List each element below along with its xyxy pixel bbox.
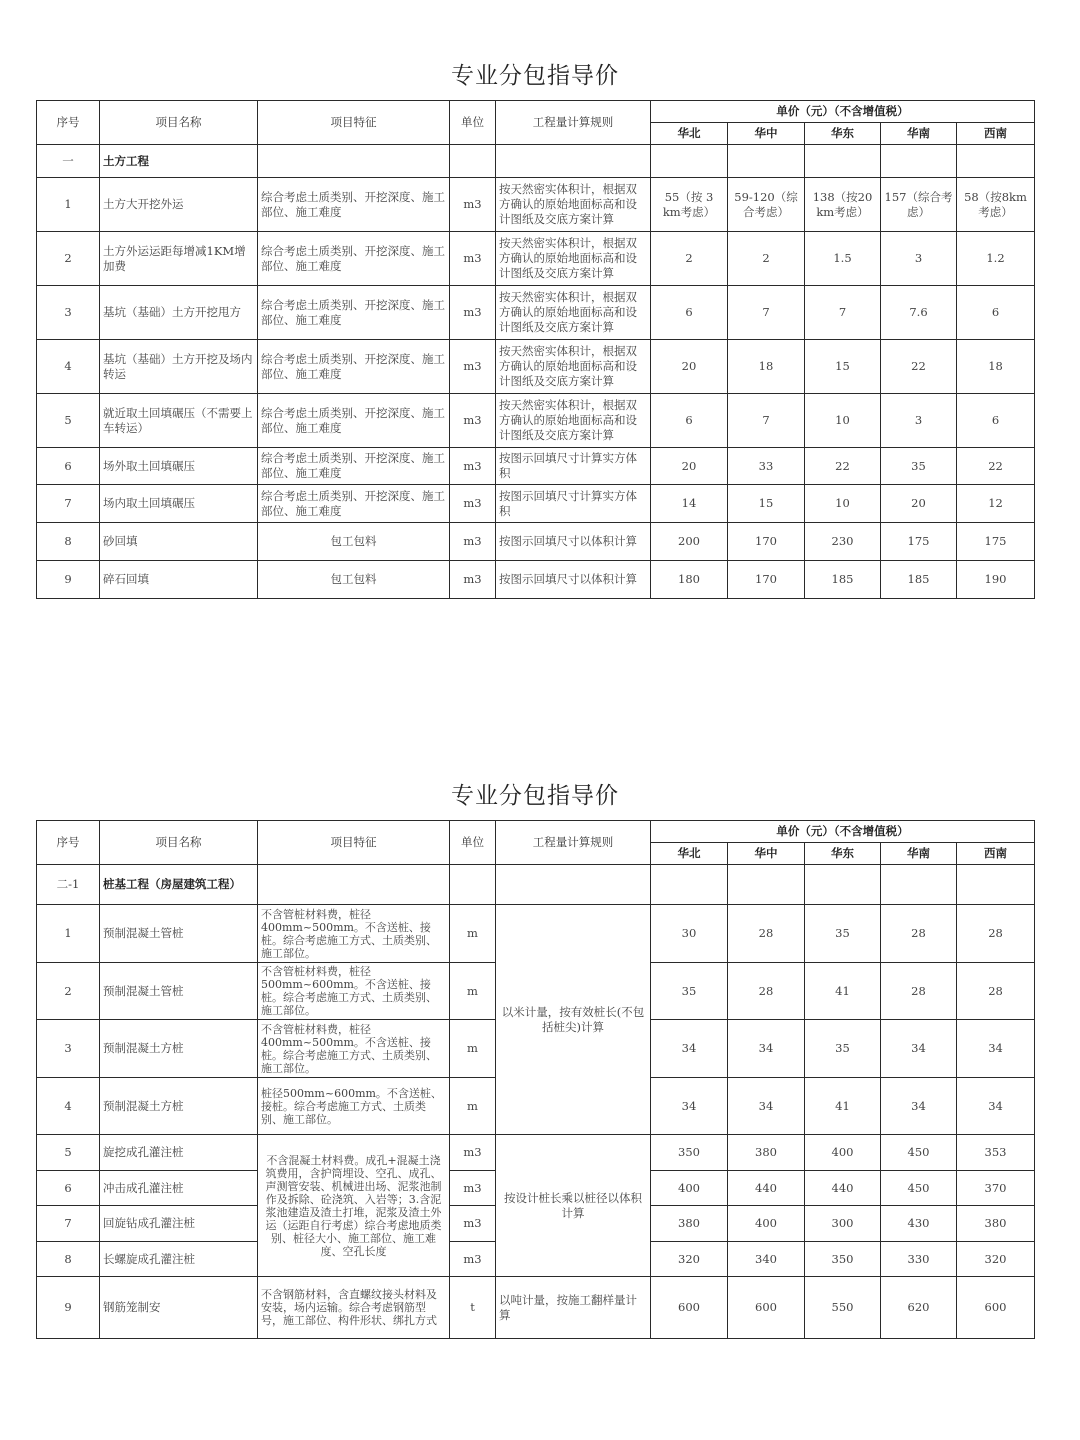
row-price: 400 [728,1206,805,1242]
category-name: 桩基工程（房屋建筑工程） [100,865,258,905]
row-name: 土方大开挖外运 [100,178,258,232]
row-price: 28 [881,905,957,963]
row-price: 600 [957,1277,1035,1339]
row-price: 34 [957,1078,1035,1135]
row-feature: 综合考虑土质类别、开挖深度、施工部位、施工难度 [258,448,450,485]
row-price: 35 [805,905,881,963]
row-unit: m3 [450,1171,496,1206]
table-row [37,1277,1035,1339]
header-name: 项目名称 [100,821,258,865]
row-price: 1.2 [957,232,1035,286]
row-price: 7 [805,286,881,340]
row-price: 35 [881,448,957,485]
row-price: 6 [957,286,1035,340]
row-unit: m [450,963,496,1020]
price-table-earthwork [36,100,1035,599]
row-price: 175 [957,523,1035,561]
row-price: 180 [651,561,728,599]
header-unit: 单位 [450,101,496,145]
row-price: 430 [881,1206,957,1242]
row-unit: m3 [450,1135,496,1171]
row-price: 620 [881,1277,957,1339]
row-rule-shared: 按设计桩长乘以桩径以体积计算 [496,1135,651,1277]
row-price: 10 [805,485,881,523]
row-price: 18 [957,340,1035,394]
table-row [37,394,1035,448]
section-earthwork [36,58,1034,599]
row-price: 440 [805,1171,881,1206]
row-price: 28 [728,963,805,1020]
row-price: 200 [651,523,728,561]
table-row [37,448,1035,485]
row-name: 场外取土回填碾压 [100,448,258,485]
table-row [37,178,1035,232]
row-price: 22 [881,340,957,394]
row-price: 320 [957,1242,1035,1277]
row-seq: 7 [37,485,100,523]
row-feature: 综合考虑土质类别、开挖深度、施工部位、施工难度 [258,232,450,286]
row-price: 380 [728,1135,805,1171]
row-seq: 5 [37,394,100,448]
row-price: 10 [805,394,881,448]
row-name: 碎石回填 [100,561,258,599]
row-price: 6 [651,394,728,448]
row-name: 预制混凝土管桩 [100,963,258,1020]
row-name: 基坑（基础）土方开挖及场内转运 [100,340,258,394]
row-feature: 综合考虑土质类别、开挖深度、施工部位、施工难度 [258,485,450,523]
row-price: 34 [881,1020,957,1078]
row-feature: 综合考虑土质类别、开挖深度、施工部位、施工难度 [258,394,450,448]
row-price: 190 [957,561,1035,599]
row-price: 14 [651,485,728,523]
row-price: 600 [728,1277,805,1339]
row-unit: m [450,1078,496,1135]
row-feature: 综合考虑土质类别、开挖深度、施工部位、施工难度 [258,286,450,340]
row-price: 400 [651,1171,728,1206]
header-rule: 工程量计算规则 [496,821,651,865]
row-feature: 不含管桩材料费，桩径400mm~500mm。不含送桩、接桩。综合考虑施工方式、土质类别、施工部位。 [258,905,450,963]
row-price: 35 [651,963,728,1020]
row-price: 28 [728,905,805,963]
header-seq: 序号 [37,101,100,145]
row-rule: 按天然密实体积计，根据双方确认的原始地面标高和设计图纸及交底方案计算 [496,178,651,232]
row-feature: 综合考虑土质类别、开挖深度、施工部位、施工难度 [258,340,450,394]
row-name: 旋挖成孔灌注桩 [100,1135,258,1171]
header-region: 华东 [805,123,881,145]
row-feature: 不含管桩材料费，桩径400mm~500mm。不含送桩、接桩。综合考虑施工方式、土质类别、施工部位。 [258,1020,450,1078]
row-name: 砂回填 [100,523,258,561]
row-seq: 4 [37,1078,100,1135]
row-price: 6 [651,286,728,340]
header-region: 西南 [957,123,1035,145]
section-piling [36,778,1034,1339]
row-seq: 7 [37,1206,100,1242]
row-feature: 包工包料 [258,523,450,561]
row-unit: m3 [450,1242,496,1277]
row-seq: 9 [37,561,100,599]
table-row [37,561,1035,599]
row-name: 长螺旋成孔灌注桩 [100,1242,258,1277]
row-name: 就近取土回填碾压（不需要上车转运） [100,394,258,448]
row-feature: 桩径500mm~600mm。不含送桩、接桩。综合考虑施工方式、土质类别、施工部位。 [258,1078,450,1135]
category-row [37,145,1035,178]
row-price: 380 [651,1206,728,1242]
row-price: 550 [805,1277,881,1339]
row-price: 28 [881,963,957,1020]
row-price: 1.5 [805,232,881,286]
header-region: 西南 [957,843,1035,865]
table-row [37,232,1035,286]
row-unit: m3 [450,448,496,485]
row-price: 59-120（综合考虑） [728,178,805,232]
category-seq: 二-1 [37,865,100,905]
row-name: 基坑（基础）土方开挖甩方 [100,286,258,340]
header-name: 项目名称 [100,101,258,145]
row-name: 预制混凝土方桩 [100,1078,258,1135]
row-unit: m [450,905,496,963]
row-unit: m3 [450,561,496,599]
row-price: 20 [881,485,957,523]
row-rule: 按图示回填尺寸以体积计算 [496,523,651,561]
row-price: 2 [651,232,728,286]
price-table-piling [36,820,1035,1339]
row-price: 185 [805,561,881,599]
row-seq: 2 [37,232,100,286]
row-price: 20 [651,448,728,485]
row-price: 30 [651,905,728,963]
row-unit: m3 [450,286,496,340]
row-price: 15 [805,340,881,394]
row-feature: 综合考虑土质类别、开挖深度、施工部位、施工难度 [258,178,450,232]
row-seq: 6 [37,1171,100,1206]
row-price: 320 [651,1242,728,1277]
row-price: 370 [957,1171,1035,1206]
row-unit: m3 [450,394,496,448]
row-feature-shared: 不含混凝土材料费。成孔+混凝土浇筑费用，含护筒埋设、空孔、成孔、声测管安装、机械进出场、泥浆池制作及拆除、砼浇筑、入岩等；3.含泥浆池建造及渣土打堆，泥浆及渣土外运（运距自行考虑）综合考虑地质类别、桩径大小、施工部位、施工难度、空孔长度 [258,1135,450,1277]
row-rule: 按天然密实体积计，根据双方确认的原始地面标高和设计图纸及交底方案计算 [496,340,651,394]
row-seq: 8 [37,1242,100,1277]
row-price: 28 [957,905,1035,963]
row-price: 2 [728,232,805,286]
row-rule: 按图示回填尺寸计算实方体积 [496,485,651,523]
row-price: 34 [651,1020,728,1078]
row-unit: t [450,1277,496,1339]
row-price: 28 [957,963,1035,1020]
row-price: 15 [728,485,805,523]
row-price: 35 [805,1020,881,1078]
row-unit: m3 [450,232,496,286]
row-price: 170 [728,523,805,561]
table-row [37,1135,1035,1171]
table-row [37,905,1035,963]
row-seq: 3 [37,1020,100,1078]
table-row [37,523,1035,561]
row-price: 7.6 [881,286,957,340]
page-title: 专业分包指导价 [451,63,619,89]
row-name: 土方外运运距每增减1KM增加费 [100,232,258,286]
category-row [37,865,1035,905]
row-rule: 按天然密实体积计，根据双方确认的原始地面标高和设计图纸及交底方案计算 [496,232,651,286]
row-rule: 按图示回填尺寸计算实方体积 [496,448,651,485]
row-price: 7 [728,394,805,448]
row-price: 34 [881,1078,957,1135]
row-name: 场内取土回填碾压 [100,485,258,523]
row-feature: 包工包料 [258,561,450,599]
row-price: 34 [728,1020,805,1078]
row-price: 400 [805,1135,881,1171]
row-price: 170 [728,561,805,599]
header-price-group: 单价（元）（不含增值税） [651,101,1035,123]
row-seq: 3 [37,286,100,340]
category-name: 土方工程 [100,145,258,178]
row-rule-shared: 以米计量，按有效桩长(不包括桩尖)计算 [496,905,651,1135]
row-seq: 2 [37,963,100,1020]
page-title: 专业分包指导价 [451,783,619,809]
row-price: 34 [728,1078,805,1135]
row-rule: 按天然密实体积计，根据双方确认的原始地面标高和设计图纸及交底方案计算 [496,286,651,340]
row-price: 3 [881,232,957,286]
row-price: 22 [957,448,1035,485]
row-price: 230 [805,523,881,561]
row-price: 41 [805,963,881,1020]
row-price: 440 [728,1171,805,1206]
row-price: 350 [651,1135,728,1171]
row-price: 33 [728,448,805,485]
row-seq: 8 [37,523,100,561]
row-price: 175 [881,523,957,561]
header-region: 华南 [881,123,957,145]
row-price: 380 [957,1206,1035,1242]
header-rule: 工程量计算规则 [496,101,651,145]
row-price: 18 [728,340,805,394]
row-price: 185 [881,561,957,599]
row-rule: 按图示回填尺寸以体积计算 [496,561,651,599]
row-price: 450 [881,1135,957,1171]
header-seq: 序号 [37,821,100,865]
header-feature: 项目特征 [258,101,450,145]
header-region: 华南 [881,843,957,865]
row-price: 7 [728,286,805,340]
row-price: 330 [881,1242,957,1277]
header-region: 华中 [728,123,805,145]
row-seq: 1 [37,905,100,963]
row-price: 20 [651,340,728,394]
row-seq: 6 [37,448,100,485]
row-price: 300 [805,1206,881,1242]
row-unit: m3 [450,1206,496,1242]
row-price: 600 [651,1277,728,1339]
row-seq: 5 [37,1135,100,1171]
header-region: 华东 [805,843,881,865]
header-region: 华中 [728,843,805,865]
row-rule: 以吨计量，按施工翻样量计算 [496,1277,651,1339]
row-price: 58（按8km考虑） [957,178,1035,232]
row-feature: 不含钢筋材料，含直螺纹接头材料及安装，场内运输。综合考虑钢筋型号，施工部位、构件形状、绑扎方式 [258,1277,450,1339]
row-price: 41 [805,1078,881,1135]
row-price: 3 [881,394,957,448]
row-price: 353 [957,1135,1035,1171]
header-region: 华北 [651,123,728,145]
header-region: 华北 [651,843,728,865]
table-row [37,340,1035,394]
row-price: 34 [651,1078,728,1135]
row-name: 预制混凝土管桩 [100,905,258,963]
category-seq: 一 [37,145,100,178]
row-seq: 4 [37,340,100,394]
row-name: 钢筋笼制安 [100,1277,258,1339]
row-price: 12 [957,485,1035,523]
row-price: 450 [881,1171,957,1206]
row-price: 340 [728,1242,805,1277]
header-unit: 单位 [450,821,496,865]
row-price: 22 [805,448,881,485]
row-price: 6 [957,394,1035,448]
row-name: 预制混凝土方桩 [100,1020,258,1078]
header-feature: 项目特征 [258,821,450,865]
row-name: 冲击成孔灌注桩 [100,1171,258,1206]
row-unit: m3 [450,178,496,232]
row-name: 回旋钻成孔灌注桩 [100,1206,258,1242]
row-seq: 1 [37,178,100,232]
table-row [37,485,1035,523]
row-feature: 不含管桩材料费，桩径500mm~600mm。不含送桩、接桩。综合考虑施工方式、土质类别、施工部位。 [258,963,450,1020]
row-price: 157（综合考虑） [881,178,957,232]
header-price-group: 单价（元）（不含增值税） [651,821,1035,843]
row-unit: m3 [450,340,496,394]
row-price: 34 [957,1020,1035,1078]
row-rule: 按天然密实体积计，根据双方确认的原始地面标高和设计图纸及交底方案计算 [496,394,651,448]
row-unit: m3 [450,485,496,523]
row-seq: 9 [37,1277,100,1339]
row-unit: m3 [450,523,496,561]
row-price: 138（按20 km考虑） [805,178,881,232]
row-unit: m [450,1020,496,1078]
row-price: 55（按 3 km考虑） [651,178,728,232]
table-row [37,286,1035,340]
row-price: 350 [805,1242,881,1277]
